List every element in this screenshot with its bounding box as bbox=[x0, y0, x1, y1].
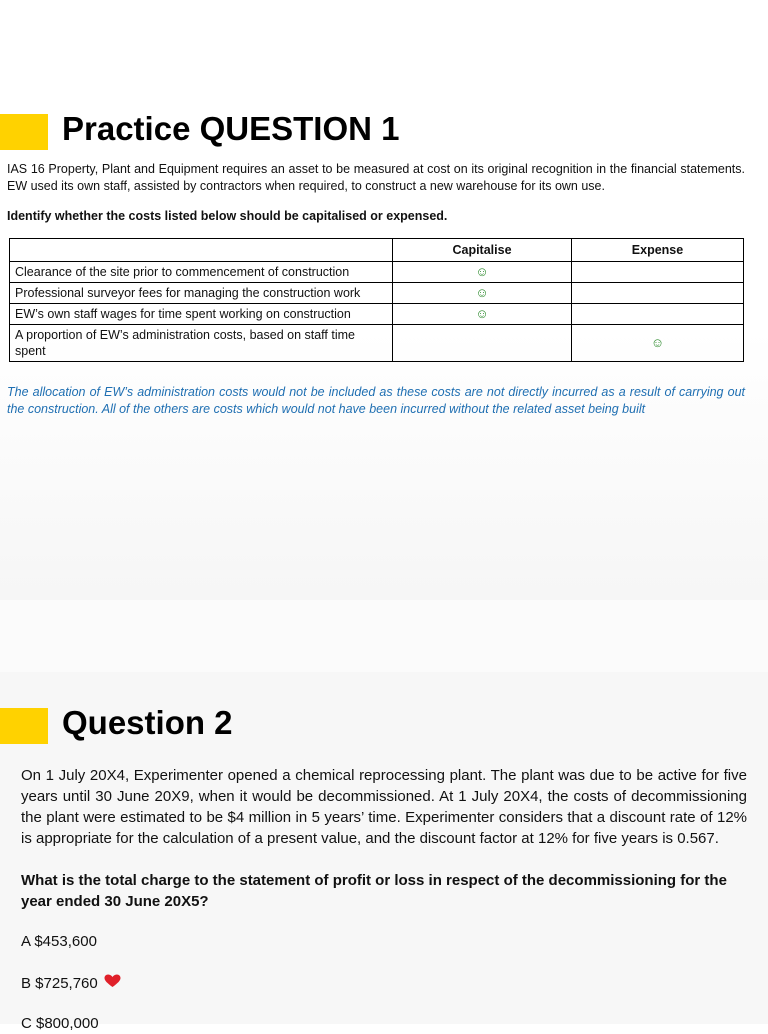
slide-divider bbox=[0, 600, 768, 672]
cost-item: Professional surveyor fees for managing the construction work bbox=[10, 283, 393, 304]
table-header-item bbox=[10, 239, 393, 262]
capitalise-cell bbox=[393, 304, 572, 325]
smiley-icon: ☺ bbox=[475, 264, 489, 279]
option-b-label: B $725,760 bbox=[21, 975, 98, 992]
question-prompt bbox=[21, 870, 747, 912]
intro-paragraph: IAS 16 Property, Plant and Equipment requires an asset to be measured at cost on its original recognition in the financial statements. EW used its own staff, assisted by contractors when required, to construct a new warehouse for its own use. bbox=[7, 162, 745, 193]
table-header-capitalise: Capitalise bbox=[393, 239, 572, 262]
slide-question-2 bbox=[0, 672, 768, 1032]
capitalise-cell bbox=[393, 283, 572, 304]
slide-title: Practice QUESTION 1 bbox=[62, 110, 400, 147]
capitalise-cell bbox=[393, 262, 572, 283]
expense-cell bbox=[572, 283, 744, 304]
table-header-expense: Expense bbox=[572, 239, 744, 262]
capitalise-cell bbox=[393, 325, 572, 362]
smiley-icon: ☺ bbox=[475, 285, 489, 300]
expense-cell bbox=[572, 262, 744, 283]
question-paragraph: On 1 July 20X4, Experimenter opened a chemical reprocessing plant. The plant was due to be active for five years until 30 June 20X9, when it would be decommissioned. At 1 July 20X4, the costs of decommissioning the plant were estimated to be $4 million in 5 years’ time. Experimenter considers that a discount rate of 12% is appropriate for the calculation of a present value, and the discount factor at 12% for five years is 0.567. bbox=[21, 767, 747, 847]
table-row bbox=[10, 283, 744, 304]
heart-icon bbox=[104, 974, 121, 994]
option-b bbox=[21, 974, 121, 994]
option-a: A $453,600 bbox=[21, 933, 97, 950]
expense-cell bbox=[572, 325, 744, 362]
question-text: What is the total charge to the statement of profit or loss in respect of the decommissioning for the year ended 30 June 20X5? bbox=[21, 872, 727, 910]
accent-bar bbox=[0, 114, 48, 150]
smiley-icon: ☺ bbox=[650, 335, 665, 350]
expense-cell bbox=[572, 304, 744, 325]
answer-explanation: The allocation of EW’s administration costs would not be included as these costs are not directly incurred as a result of carrying out the construction. All of the others are costs which would not have been incurred without the related asset being built bbox=[7, 385, 745, 416]
instruction-text: Identify whether the costs listed below should be capitalised or expensed. bbox=[7, 209, 448, 223]
table-row bbox=[10, 262, 744, 283]
accent-bar bbox=[0, 708, 48, 744]
cost-item: EW’s own staff wages for time spent working on construction bbox=[10, 304, 393, 325]
cost-classification-table bbox=[9, 238, 744, 362]
table-row bbox=[10, 325, 744, 362]
option-c: C $800,000 bbox=[21, 1015, 99, 1032]
table-header-row bbox=[10, 239, 744, 262]
smiley-icon: ☺ bbox=[475, 306, 489, 321]
cost-item: Clearance of the site prior to commencement of construction bbox=[10, 262, 393, 283]
cost-item: A proportion of EW’s administration costs, based on staff time spent bbox=[10, 325, 393, 362]
slide-title: Question 2 bbox=[62, 704, 233, 741]
table-row bbox=[10, 304, 744, 325]
